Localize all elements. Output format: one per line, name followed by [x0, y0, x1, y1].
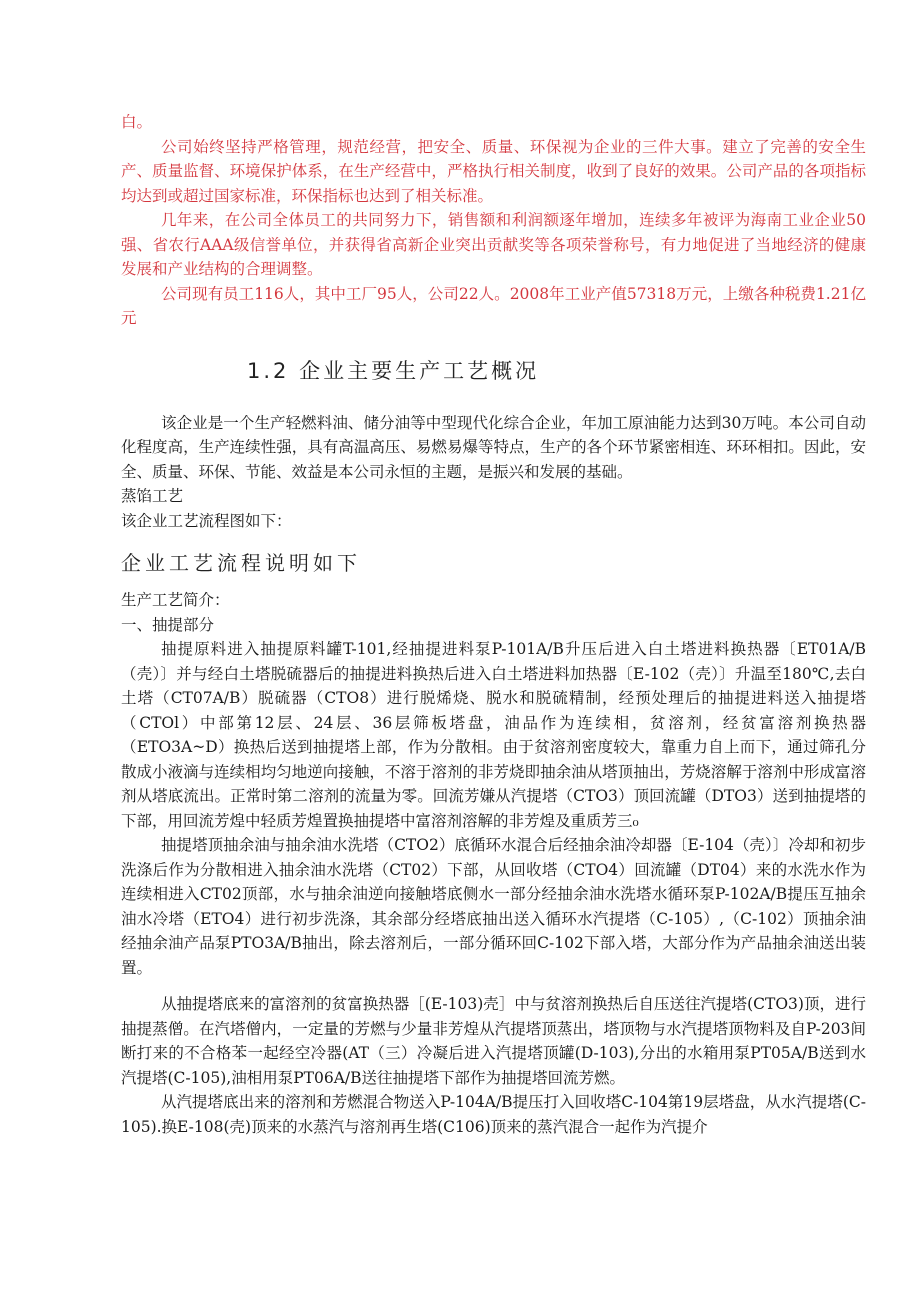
- flow-part-heading: 一、抽提部分: [121, 615, 215, 634]
- section-line-distillation: 蒸馅工艺: [121, 487, 184, 505]
- intro-paragraph-management: 公司始终坚持严格管理，规范经营，把安全、质量、环保视为企业的三件大事。建立了完善的安全生产、质量监督、环境保护体系，在生产经营中，严格执行相关制度，收到了良好的效果。公司产品的各项指标均达到或超过国家标准，环保指标也达到了相关标准。: [121, 137, 866, 205]
- flow-paragraph-recovery: 从汽提塔底出来的溶剂和芳燃混合物送入P-104A/B提压打入回收塔C-104第19层塔盘，从水汽提塔(C-105).换E-108(壳)顶来的水蒸汽与溶剂再生塔(C106)顶来的蒸汽混合一起作为汽提介: [121, 1093, 866, 1136]
- flow-paragraph-raffinate: 抽提塔顶抽余油与抽余油水洗塔（CTO2）底循环水混合后经抽余油冷却器〔E-104（壳）〕冷却和初步洗涤后作为分散相进入抽余油水洗塔（CT02）下部，从回收塔（CTO4）回流罐（DT04）来的水洗水作为连续相进入CT02顶部，水与抽余油逆向接触塔底侧水一部分经抽余油水洗塔水循环泵P-102A/B提压互抽余油水冷塔（ETO4）进行初步洗涤，其余部分经塔底抽出送入循环水汽提塔（C-105）,（C-102）顶抽余油经抽余油产品泵PTO3A/B抽出，除去溶剂后，一部分循环回C-102下部入塔，大部分作为产品抽余油送出装置。: [121, 836, 866, 977]
- flow-paragraph-stripper: 从抽提塔底来的富溶剂的贫富换热器［(E-103)壳］中与贫溶剂换热后自压送往汽提塔(CTO3)顶，进行抽提蒸僧。在汽塔僧内，一定量的芳燃与少量非芳煌从汽提塔顶蒸出，塔顶物与水汽提塔顶物料及自P-203间断打来的不合格苯一起经空冷器(AT（三）冷凝后进入汽提塔顶罐(D-103),分出的水箱用泵PT05A/B送到水汽提塔(C-105),油相用泵PT06A/B送往抽提塔下部作为抽提塔回流芳燃。: [121, 995, 866, 1087]
- section-line-flowchart: 该企业工艺流程图如下：: [121, 511, 292, 530]
- flow-intro-label: 生产工艺简介：: [121, 591, 230, 609]
- section-paragraph-overview: 该企业是一个生产轻燃料油、储分油等中型现代化综合企业，年加工原油能力达到30万吨。本公司自动化程度高，生产连续性强，具有高温高压、易燃易爆等特点，生产的各个环节紧密相连、环环相扣。因此，安全、质量、环保、节能、效益是本公司永恒的主题，是振兴和发展的基础。: [121, 413, 866, 481]
- intro-paragraph-staff: 公司现有员工116人，其中工厂95人，公司22人。2008年工业产值57318万元，上缴各种税费1.21亿元: [121, 284, 866, 327]
- flow-paragraph-extraction: 抽提原料进入抽提原料罐T-101,经抽提进料泵P-101A/B升压后进入白土塔进料换热器〔ET01A/B（壳）〕并与经白土塔脱硫器后的抽提进料换热后进入白土塔进料加热器〔E-102（壳）〕升温至180℃,去白土塔（CT07A/B）脱硫器（CTO8）进行脱烯烧、脱水和脱硫精制，经预处理后的抽提进料送入抽提塔（CTOl）中部第12层、24层、36层筛板塔盘，油品作为连续相，贫溶剂，经贫富溶剂换热器（ETO3A~D）换热后送到抽提塔上部，作为分散相。由于贫溶剂密度较大，靠重力自上而下，通过筛孔分散成小液滴与连续相均匀地逆向接触，不溶于溶剂的非芳烧即抽余油从塔顶抽出，芳烧溶解于溶剂中形成富溶剂从塔底流出。正常时第二溶剂的流量为零。回流芳嫌从汽提塔（CTO3）顶回流罐（DTO3）送到抽提塔的下部，用回流芳煌中轻质芳煌置换抽提塔中富溶剂溶解的非芳煌及重质芳三₀: [121, 640, 866, 830]
- flow-heading: 企业工艺流程说明如下: [121, 551, 361, 575]
- intro-fragment: 白。: [121, 113, 153, 131]
- section-heading: 1.2 企业主要生产工艺概况: [247, 358, 540, 383]
- intro-paragraph-achievements: 几年来，在公司全体员工的共同努力下，销售额和利润额逐年增加，连续多年被评为海南工业企业50强、省农行AAA级信誉单位，并获得省高新企业突出贡献奖等各项荣誉称号，有力地促进了当地经济的健康发展和产业结构的合理调整。: [121, 211, 866, 278]
- document-body: [121, 110, 866, 1139]
